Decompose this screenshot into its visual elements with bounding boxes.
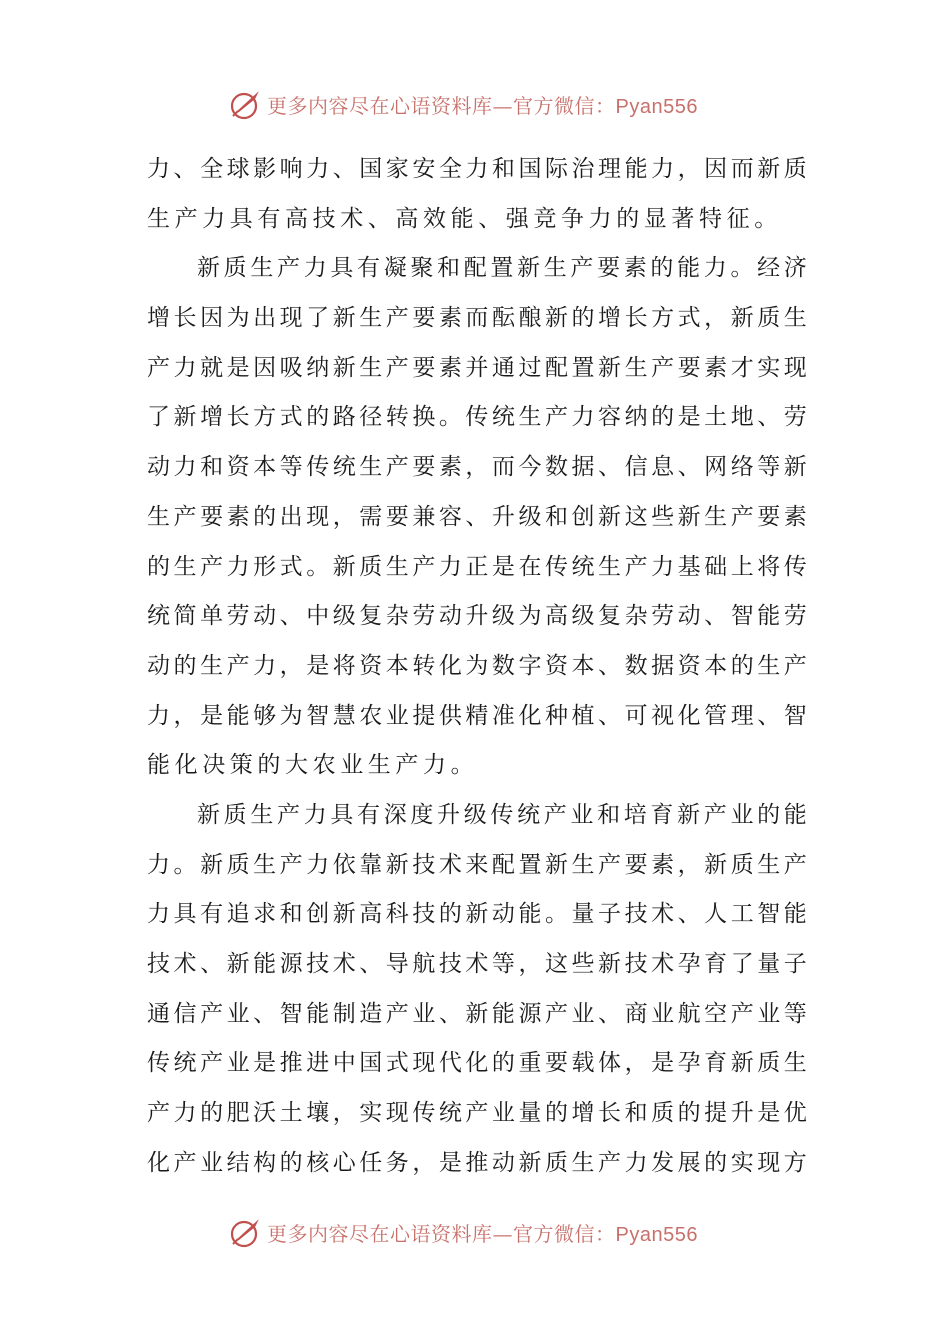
footer-wechat-id: Pyan556	[615, 1223, 698, 1246]
quill-logo-icon	[229, 87, 263, 121]
text-line: 力 、 全 球 影 响 力 、 国 家 安 全 力 和 国 际 治 理 能 力 ， 因 而 新 质	[147, 156, 807, 182]
header-banner	[229, 84, 698, 124]
text-line: 传 统 产 业 是 推 进 中 国 式 现 代 化 的 重 要 载 体 ， 是 孕 育 新 质 生	[147, 1050, 807, 1077]
text-line: 力 ， 是 能 够 为 智 慧 农 业 提 供 精 准 化 种 植 、 可 视 化 管 理 、 智	[147, 702, 807, 729]
text-line: 统 简 单 劳 动 、 中 级 复 杂 劳 动 升 级 为 高 级 复 杂 劳 动 、 智 能 劳	[147, 603, 807, 630]
text-line: 动 的 生 产 力 ， 是 将 资 本 转 化 为 数 字 资 本 、 数 据 资 本 的 生 产	[147, 652, 807, 679]
text-line: 力 。 新 质 生 产 力 依 靠 新 技 术 来 配 置 新 生 产 要 素 ， 新 质 生 产	[147, 851, 807, 878]
paragraph-first-line: 新 质 生 产 力 具 有 深 度 升 级 传 统 产 业 和 培 育 新 产 业 的 能	[197, 801, 807, 828]
text-line: 力 具 有 追 求 和 创 新 高 科 技 的 新 动 能 。 量 子 技 术 、 人 工 智 能	[147, 901, 807, 928]
text-line: 生 产 要 素 的 出 现 ， 需 要 兼 容 、 升 级 和 创 新 这 些 新 生 产 要 素	[147, 503, 807, 530]
footer-text: 更多内容尽在心语资料库—官方微信：Pyan556	[267, 1221, 698, 1246]
paragraph-first-line: 新 质 生 产 力 具 有 凝 聚 和 配 置 新 生 产 要 素 的 能 力 。 经 济	[197, 255, 807, 282]
text-line: 技 术 、 新 能 源 技 术 、 导 航 技 术 等 ， 这 些 新 技 术 孕 育 了 量 子	[147, 951, 807, 977]
header-wechat-id: Pyan556	[615, 95, 698, 118]
text-line: 了 新 增 长 方 式 的 路 径 转 换 。 传 统 生 产 力 容 纳 的 是 土 地 、 劳	[147, 404, 807, 431]
quill-logo-icon	[229, 1215, 263, 1249]
text-line: 通 信 产 业 、 智 能 制 造 产 业 、 新 能 源 产 业 、 商 业 航 空 产 业 等	[147, 1000, 807, 1027]
text-line: 动 力 和 资 本 等 传 统 生 产 要 素 ， 而 今 数 据 、 信 息 、 网 络 等 新	[147, 454, 807, 481]
text-line: 生产力具有高技术、高效能、强竞争力的显著特征。	[147, 205, 782, 232]
article-body	[147, 145, 807, 1188]
footer-banner	[229, 1212, 698, 1252]
header-text: 更多内容尽在心语资料库—官方微信：Pyan556	[267, 93, 698, 118]
text-line: 的 生 产 力 形 式 。 新 质 生 产 力 正 是 在 传 统 生 产 力 基 础 上 将 传	[147, 553, 807, 580]
text-line: 产 力 就 是 因 吸 纳 新 生 产 要 素 并 通 过 配 置 新 生 产 要 素 才 实 现	[147, 354, 807, 381]
text-line: 化 产 业 结 构 的 核 心 任 务 ， 是 推 动 新 质 生 产 力 发 展 的 实 现 方	[147, 1149, 807, 1176]
text-line: 能化决策的大农业生产力。	[147, 752, 479, 779]
text-line: 增 长 因 为 出 现 了 新 生 产 要 素 而 酝 酿 新 的 增 长 方 式 ， 新 质 生	[147, 305, 807, 332]
text-line: 产 力 的 肥 沃 土 壤 ， 实 现 传 统 产 业 量 的 增 长 和 质 的 提 升 是 优	[147, 1100, 807, 1127]
